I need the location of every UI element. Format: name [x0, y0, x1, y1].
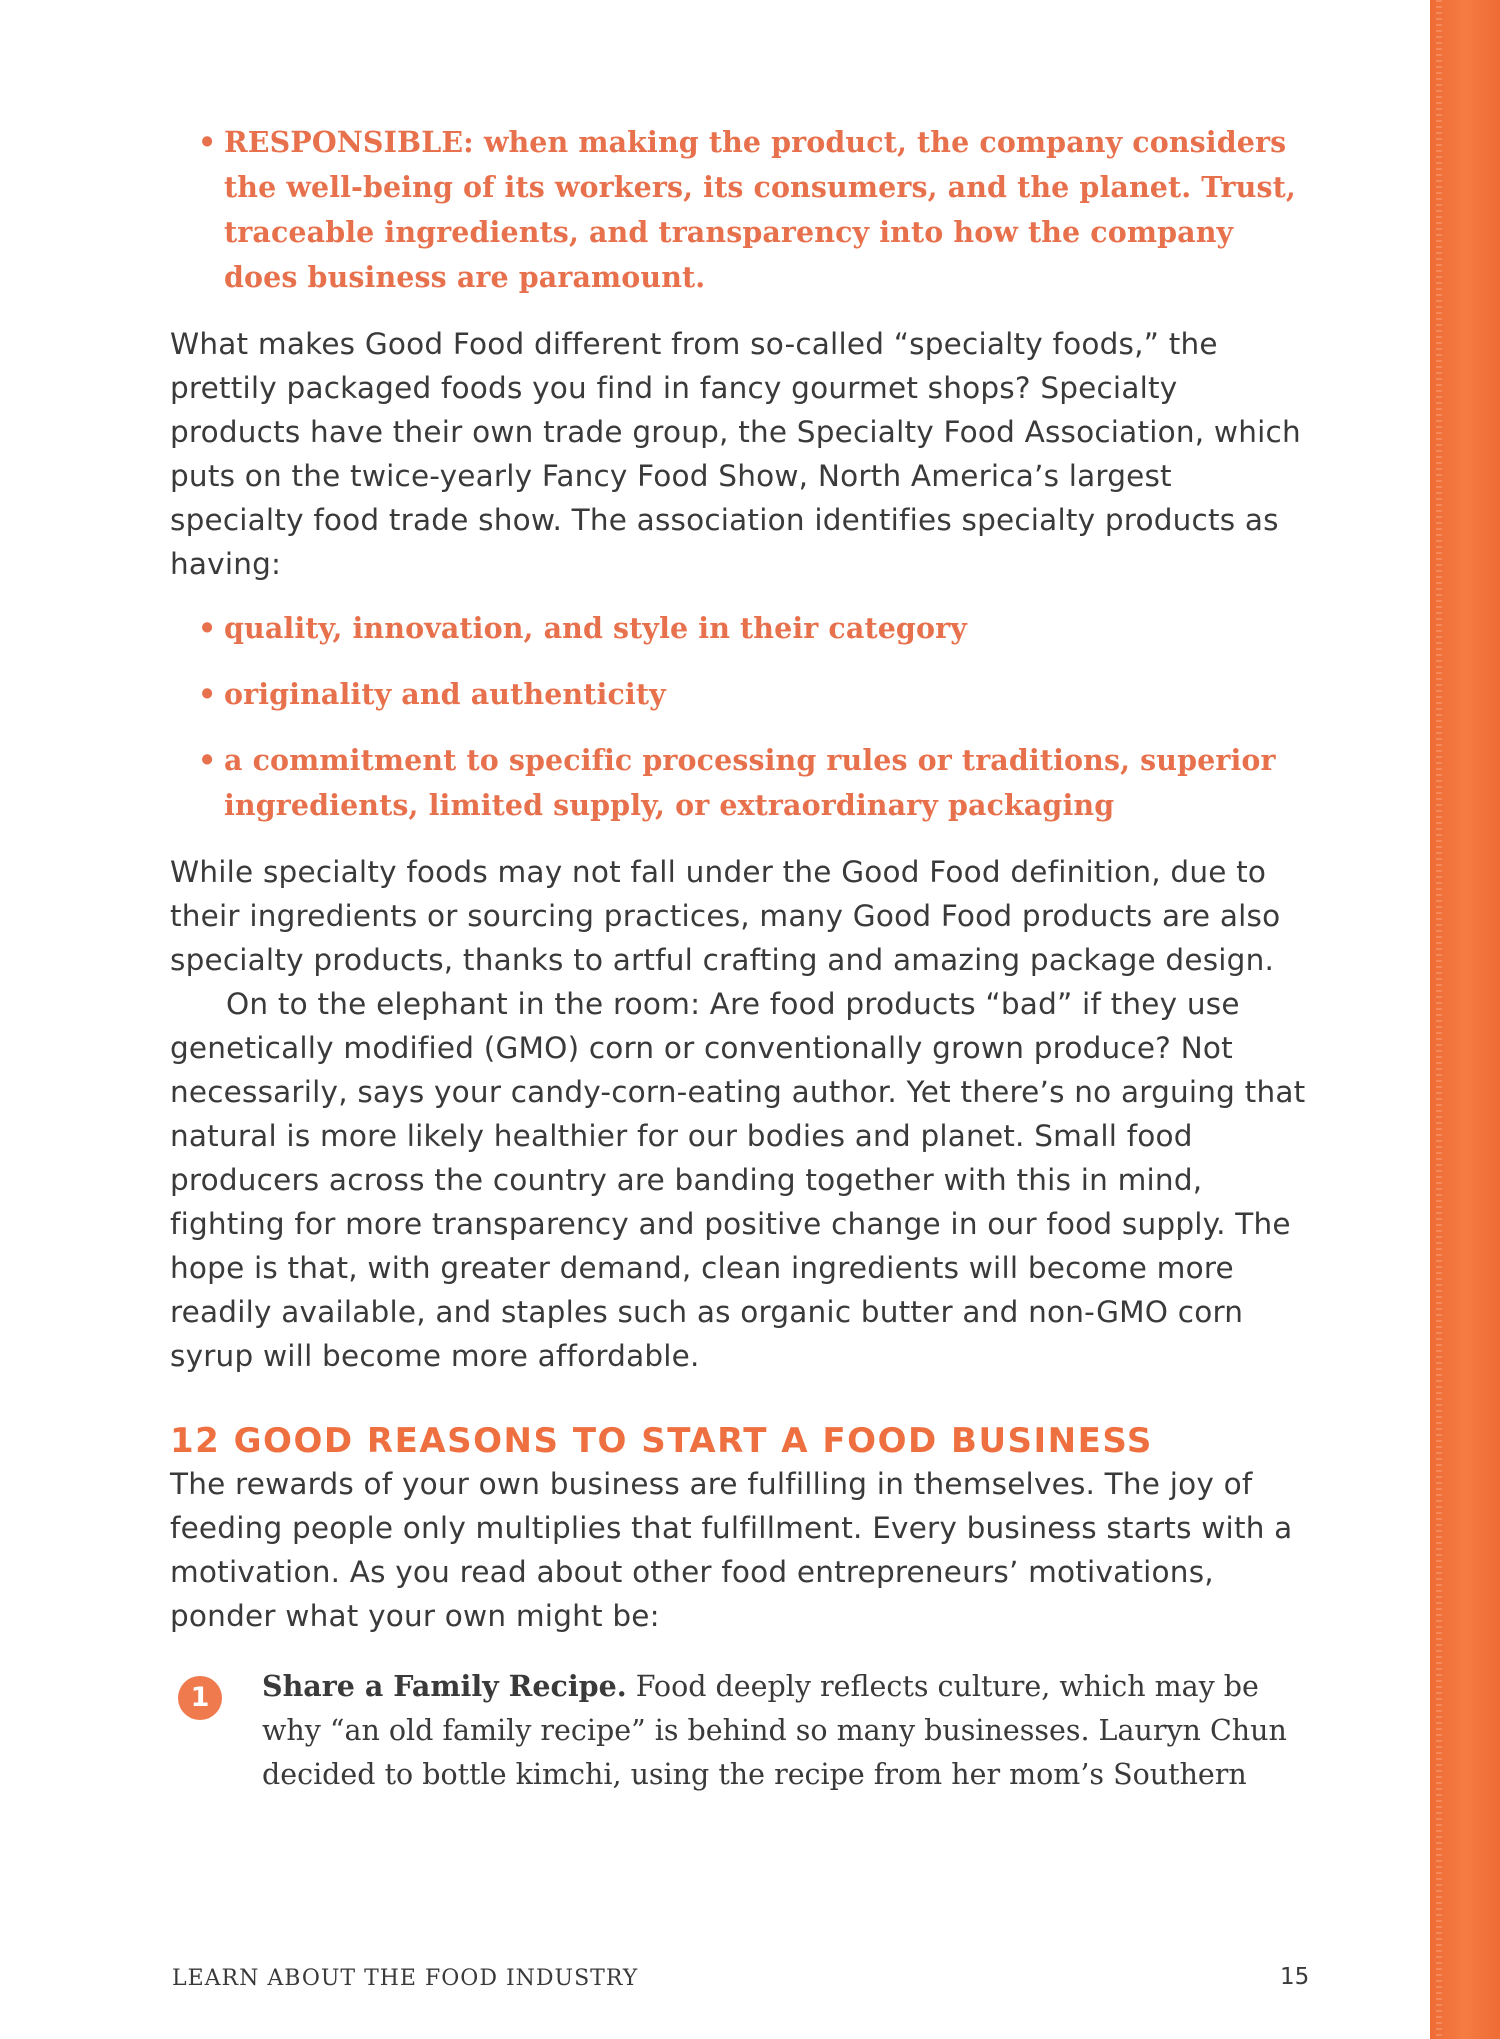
bullet-dot-icon: •	[198, 677, 217, 711]
paragraph-gmo: On to the elephant in the room: Are food products “bad” if they use genetically modified (GMO) corn or conventionally grown produce? Not necessarily, says your candy-corn-eating author. Yet there’s no arguing that natural is more likely healthier for our bodies and planet. Small food producers across the country are banding together with this in mind, fighting for more transparency and positive change in our food supply. The hope is that, with greater demand, clean ingredients will become more readily available, and staples such as organic butter and non-GMO corn syrup will become more affordable.	[170, 987, 1306, 1373]
bullet-originality	[170, 672, 1310, 717]
reason-text: Food deeply reflects culture, which may be why “an old family recipe” is behind so many businesses. Lauryn Chun decided to bottle kimchi, using the recipe from her mom’s Southern	[262, 1670, 1287, 1791]
bullet-text: a commitment to specific processing rules or traditions, superior ingredients, limited supply, or extraordinary packaging	[224, 743, 1276, 822]
paragraph-specialty-intro: What makes Good Food different from so-called “specialty foods,” the prettily packaged foods you find in fancy gourmet shops? Specialty products have their own trade group, the Specialty Food Association, which puts on the twice-yearly Fancy Food Show, North America’s largest specialty food trade show. The association identifies specialty products as having:	[170, 327, 1301, 581]
section-intro: The rewards of your own business are fulfilling in themselves. The joy of feeding people only multiplies that fulfillment. Every business starts with a motivation. As you read about other food entrepreneurs’ motivations, ponder what your own might be:	[170, 1467, 1293, 1633]
bullet-text: originality and authenticity	[224, 677, 666, 711]
specialty-bullet-list	[170, 606, 1310, 828]
bullet-responsible	[170, 120, 1310, 300]
bullet-text: when making the product, the company considers the well-being of its workers, its consumers, and the planet. Trust, traceable ingredients, and transparency into how the company does business are paramount.	[224, 125, 1296, 294]
footer-page-number: 15	[1280, 1964, 1310, 1990]
bullet-dot-icon: •	[198, 611, 217, 645]
bullet-label: RESPONSIBLE:	[224, 125, 474, 159]
bullet-dot-icon: •	[198, 125, 217, 159]
reason-item-1	[170, 1664, 1310, 1797]
bullet-text: quality, innovation, and style in their category	[224, 611, 967, 645]
page-content	[170, 120, 1310, 1797]
bullet-dot-icon: •	[198, 743, 217, 777]
paragraph-good-food-definition: While specialty foods may not fall under the Good Food definition, due to their ingredients or sourcing practices, many Good Food products are also specialty products, thanks to artful crafting and amazing package design.	[170, 855, 1281, 977]
reason-title: Share a Family Recipe.	[262, 1669, 627, 1703]
bullet-quality	[170, 606, 1310, 651]
page-edge-stripe	[1430, 0, 1500, 2039]
bullet-commitment	[170, 738, 1310, 828]
section-heading: 12 GOOD REASONS TO START A FOOD BUSINESS	[170, 1421, 1153, 1461]
reason-number-badge: 1	[178, 1676, 222, 1720]
responsible-bullet-list	[170, 120, 1310, 300]
footer-chapter-title: LEARN ABOUT THE FOOD INDUSTRY	[172, 1966, 639, 1991]
